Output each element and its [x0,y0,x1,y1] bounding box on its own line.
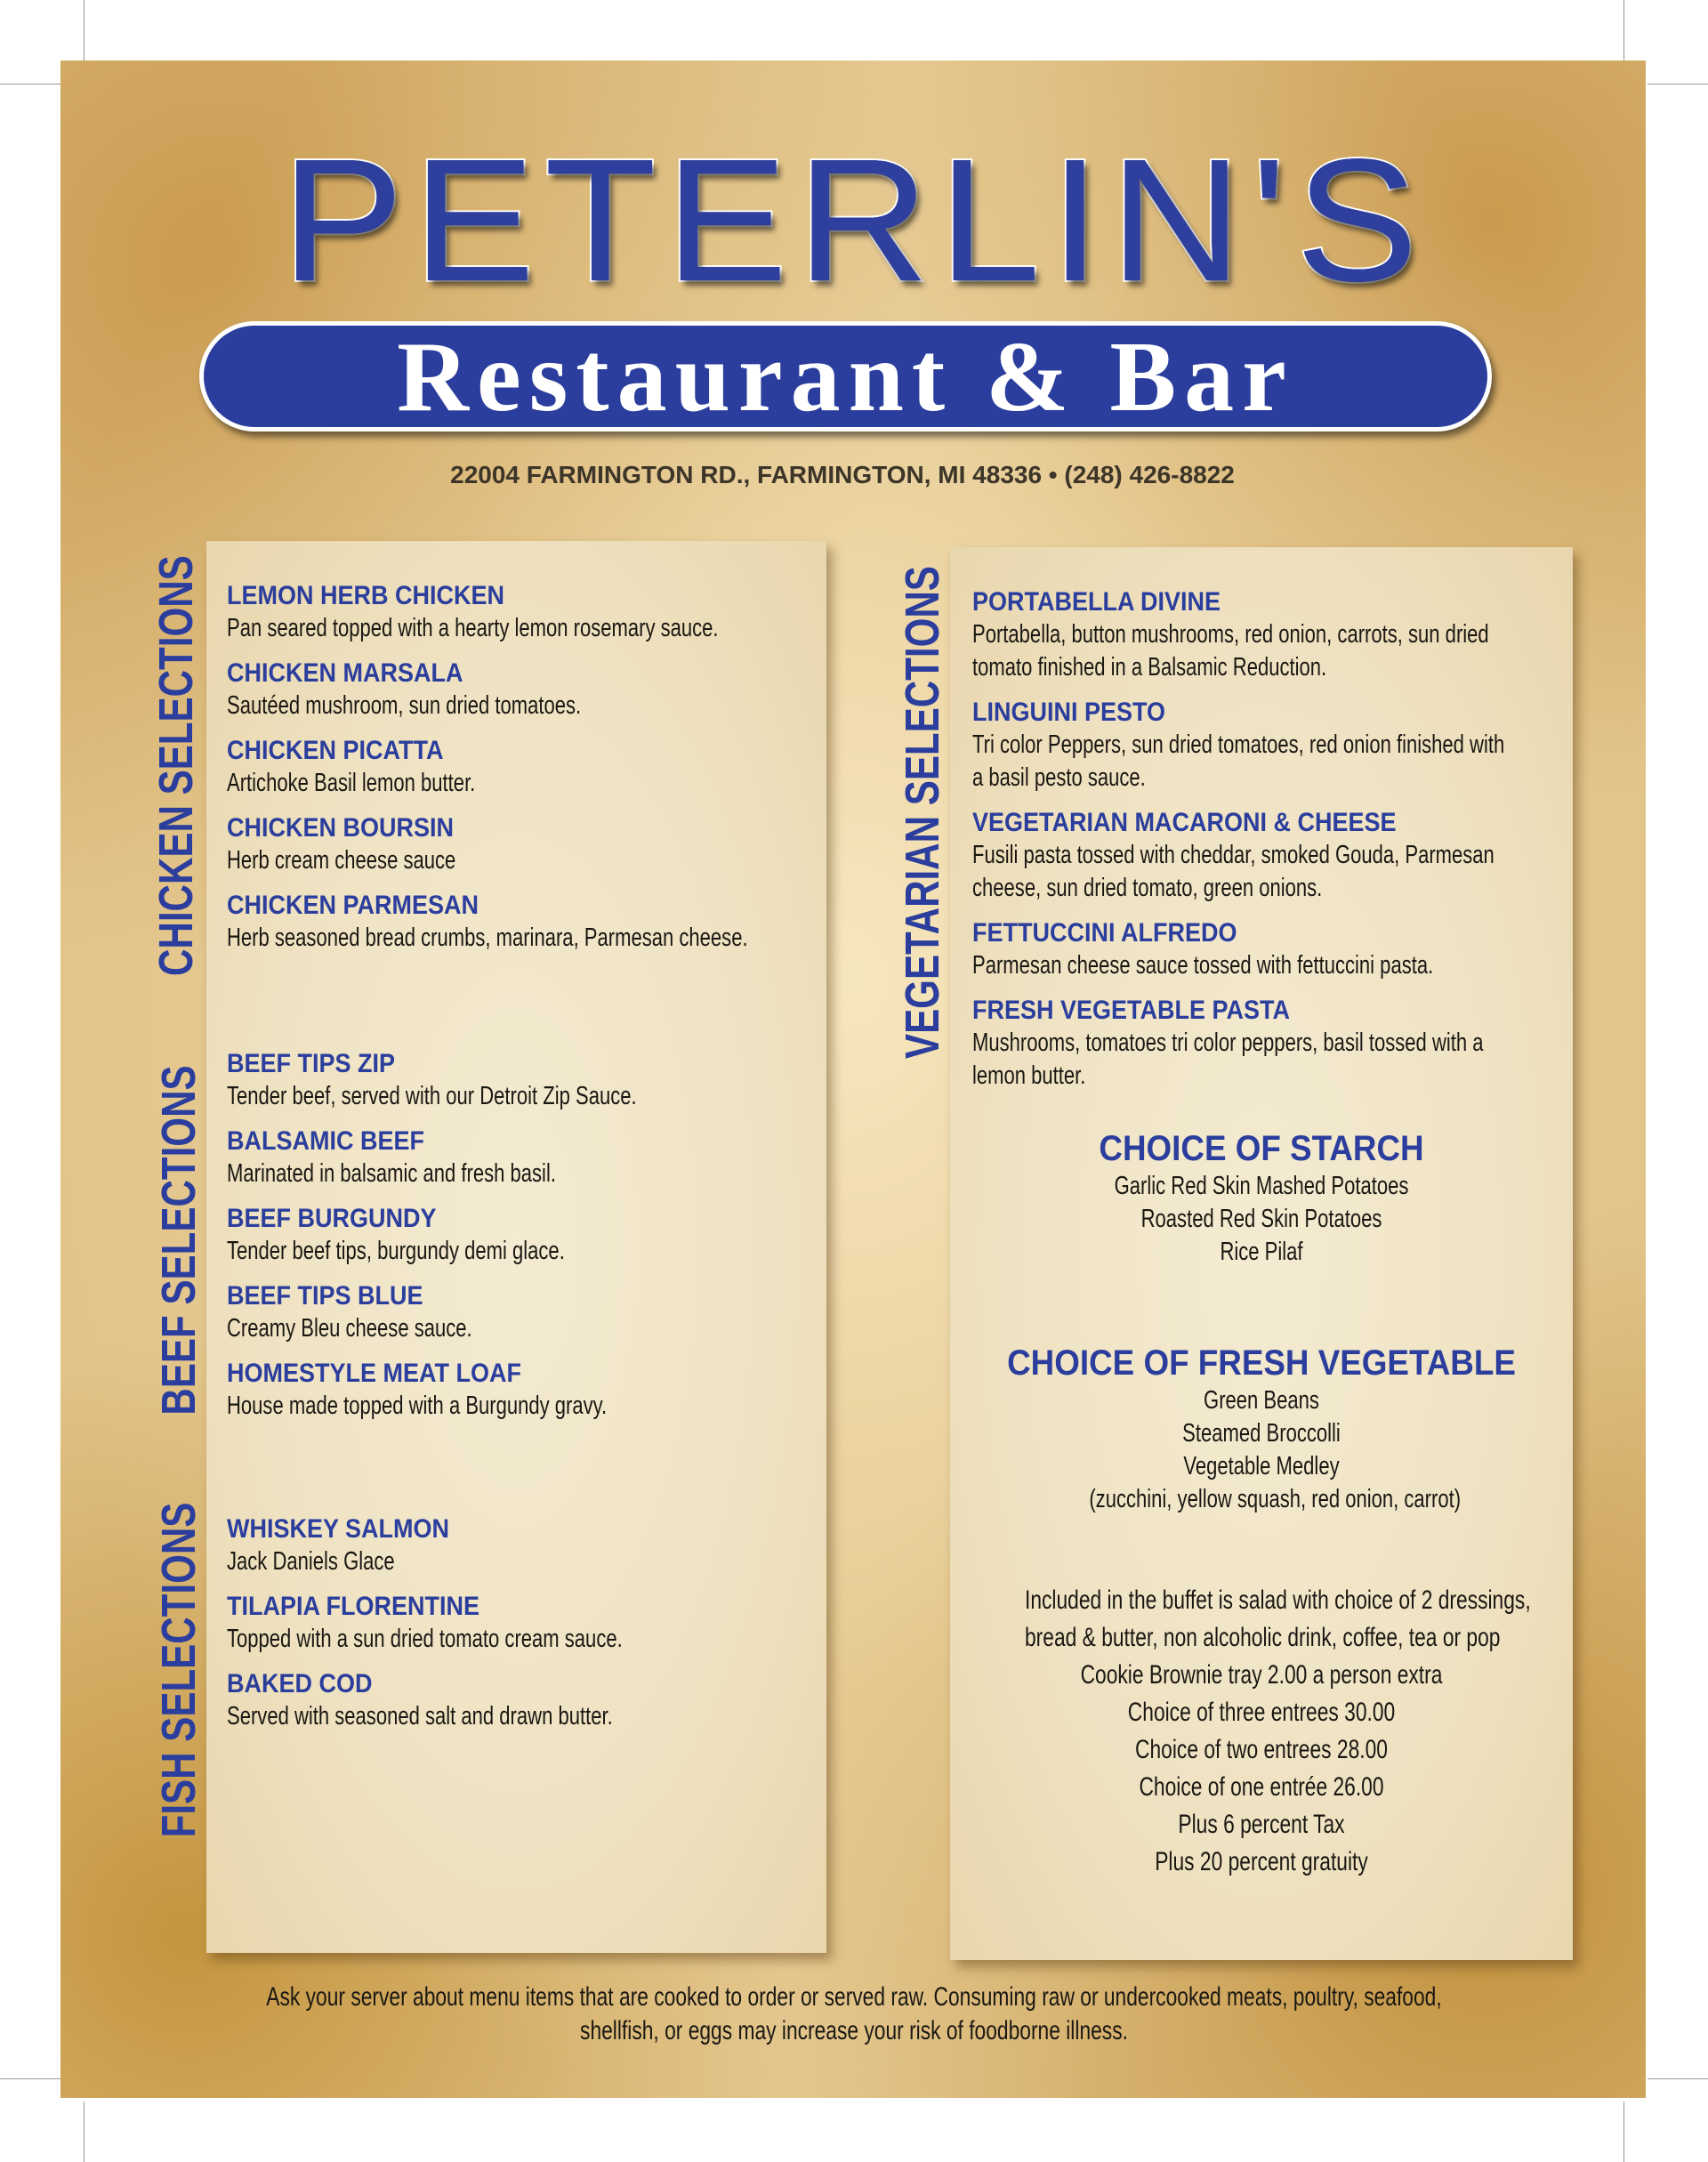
crop-mark [1623,0,1624,61]
menu-item-name: CHICKEN PICATTA [227,736,444,765]
menu-item [227,579,913,645]
menu-item-name: FRESH VEGETABLE PASTA [972,996,1291,1025]
pricing-line: bread & butter, non alcoholic drink, coffee, tea or pop [1025,1623,1501,1652]
menu-item-name: BALSAMIC BEEF [227,1126,425,1156]
fish-section-label: FISH SELECTIONS [152,1502,205,1838]
menu-item-description: Herb seasoned bread crumbs, marinara, Parmesan cheese. [227,924,748,952]
menu-item-name: LINGUINI PESTO [972,698,1166,727]
pricing-line: Plus 6 percent Tax [1178,1810,1345,1839]
menu-item-description: Creamy Bleu cheese sauce. [227,1314,472,1343]
starch-option: Roasted Red Skin Potatoes [1140,1205,1382,1233]
starch-block [950,1127,1573,1269]
menu-item-description: a basil pesto sauce. [972,763,1146,792]
vegetarian-section-label: VEGETARIAN SELECTIONS [896,566,949,1059]
menu-item-description: Sautéed mushroom, sun dried tomatoes. [227,691,582,720]
menu-item [227,1667,747,1733]
crop-mark [1623,2101,1624,2162]
menu-item-name: LEMON HERB CHICKEN [227,581,505,610]
crop-mark [84,0,85,61]
menu-item [227,657,913,722]
chicken-section-label: CHICKEN SELECTIONS [149,555,203,976]
menu-item-name: TILAPIA FLORENTINE [227,1592,479,1621]
starch-option: Rice Pilaf [1220,1238,1303,1266]
address-line: 22004 FARMINGTON RD., FARMINGTON, MI 48336 • (248) 426-8822 [450,461,1235,488]
menu-item [227,734,913,800]
pricing-line: Included in the buffet is salad with choice of 2 dressings, [1025,1585,1531,1615]
menu-item-description: cheese, sun dried tomato, green onions. [972,874,1323,902]
pricing-line: Choice of one entrée 26.00 [1139,1772,1384,1802]
vegetable-option: Green Beans [1204,1386,1319,1415]
vegetable-heading: CHOICE OF FRESH VEGETABLE [1007,1343,1516,1383]
vegetable-option: (zucchini, yellow squash, red onion, carrot) [1089,1485,1462,1513]
menu-item-description: Mushrooms, tomatoes tri color peppers, basil tossed with a [972,1029,1484,1057]
crop-mark [1648,84,1708,85]
vegetarian-items [972,585,1672,1104]
disclaimer-line: Ask your server about menu items that are cooked to order or served raw. Consuming raw or undercooked meats, poultry, seafood, [266,1982,1442,2012]
menu-item-name: CHICKEN PARMESAN [227,891,479,920]
menu-item [227,1202,766,1268]
food-safety-disclaimer [0,1980,1708,2048]
menu-item-name: HOMESTYLE MEAT LOAF [227,1359,521,1388]
menu-item-description: Marinated in balsamic and fresh basil. [227,1159,556,1188]
menu-item-name: BAKED COD [227,1669,373,1698]
menu-item-name: FETTUCCINI ALFREDO [972,918,1237,948]
pricing-line: Choice of three entrees 30.00 [1127,1698,1396,1727]
menu-item-description: Portabella, button mushrooms, red onion, carrots, sun dried [972,620,1489,649]
menu-item [227,811,913,877]
pricing-line: Cookie Brownie tray 2.00 a person extra [1080,1660,1443,1690]
fish-items [227,1513,747,1745]
menu-item [972,696,1672,795]
menu-item-name: PORTABELLA DIVINE [972,587,1221,617]
starch-heading: CHOICE OF STARCH [1099,1129,1424,1168]
beef-items [227,1047,766,1434]
menu-item [972,994,1672,1093]
menu-item [227,1125,766,1190]
menu-item-description: Tender beef tips, burgundy demi glace. [227,1237,565,1265]
crop-mark [1648,2078,1708,2079]
menu-item-description: Topped with a sun dried tomato cream sauce. [227,1625,623,1653]
menu-item-description: lemon butter. [972,1061,1086,1090]
menu-item [227,1357,766,1423]
disclaimer-line: shellfish, or eggs may increase your risk of foodborne illness. [580,2016,1128,2045]
vegetable-block [950,1342,1573,1516]
menu-item-description: tomato finished in a Balsamic Reduction. [972,653,1327,682]
crop-mark [84,2101,85,2162]
menu-item [227,889,913,955]
menu-item [227,1513,747,1578]
menu-item-name: BEEF TIPS ZIP [227,1049,396,1078]
menu-item-name: WHISKEY SALMON [227,1514,450,1544]
vegetable-option: Vegetable Medley [1183,1452,1340,1480]
menu-item-description: Parmesan cheese sauce tossed with fettuccini pasta. [972,951,1434,980]
menu-item [972,585,1672,684]
menu-item-description: Jack Daniels Glace [227,1547,395,1576]
beef-section-label: BEEF SELECTIONS [152,1065,205,1416]
starch-option: Garlic Red Skin Mashed Potatoes [1114,1172,1409,1200]
menu-item-description: Served with seasoned salt and drawn butter. [227,1702,613,1730]
menu-item-description: Herb cream cheese sauce [227,846,456,875]
menu-item [227,1590,747,1656]
pricing-line: Plus 20 percent gratuity [1155,1847,1368,1876]
menu-item-name: BEEF BURGUNDY [227,1204,437,1233]
restaurant-bar-banner: Restaurant & Bar [199,321,1492,432]
menu-item-name: BEEF TIPS BLUE [227,1281,423,1311]
menu-item-name: VEGETARIAN MACARONI & CHEESE [972,808,1397,837]
menu-item [227,1047,766,1113]
vegetable-option: Steamed Broccolli [1182,1419,1341,1448]
restaurant-logo-title: PETERLIN'S [281,123,1427,318]
menu-item [227,1279,766,1345]
crop-mark [0,84,60,85]
pricing-line: Choice of two entrees 28.00 [1135,1735,1388,1764]
menu-item [972,916,1672,982]
buffet-pricing-info [950,1582,1573,1881]
menu-item-name: CHICKEN BOURSIN [227,813,455,843]
menu-item-description: Artichoke Basil lemon butter. [227,769,476,797]
menu-item-name: CHICKEN MARSALA [227,658,463,688]
menu-item-description: Pan seared topped with a hearty lemon rosemary sauce. [227,614,719,642]
menu-item-description: Fusili pasta tossed with cheddar, smoked Gouda, Parmesan [972,841,1494,869]
menu-item-description: House made topped with a Burgundy gravy. [227,1392,608,1420]
menu-item-description: Tender beef, served with our Detroit Zip Sauce. [227,1082,637,1110]
menu-item [972,806,1672,905]
crop-mark [0,2078,60,2079]
chicken-items [227,579,913,966]
menu-item-description: Tri color Peppers, sun dried tomatoes, red onion finished with [972,730,1505,759]
